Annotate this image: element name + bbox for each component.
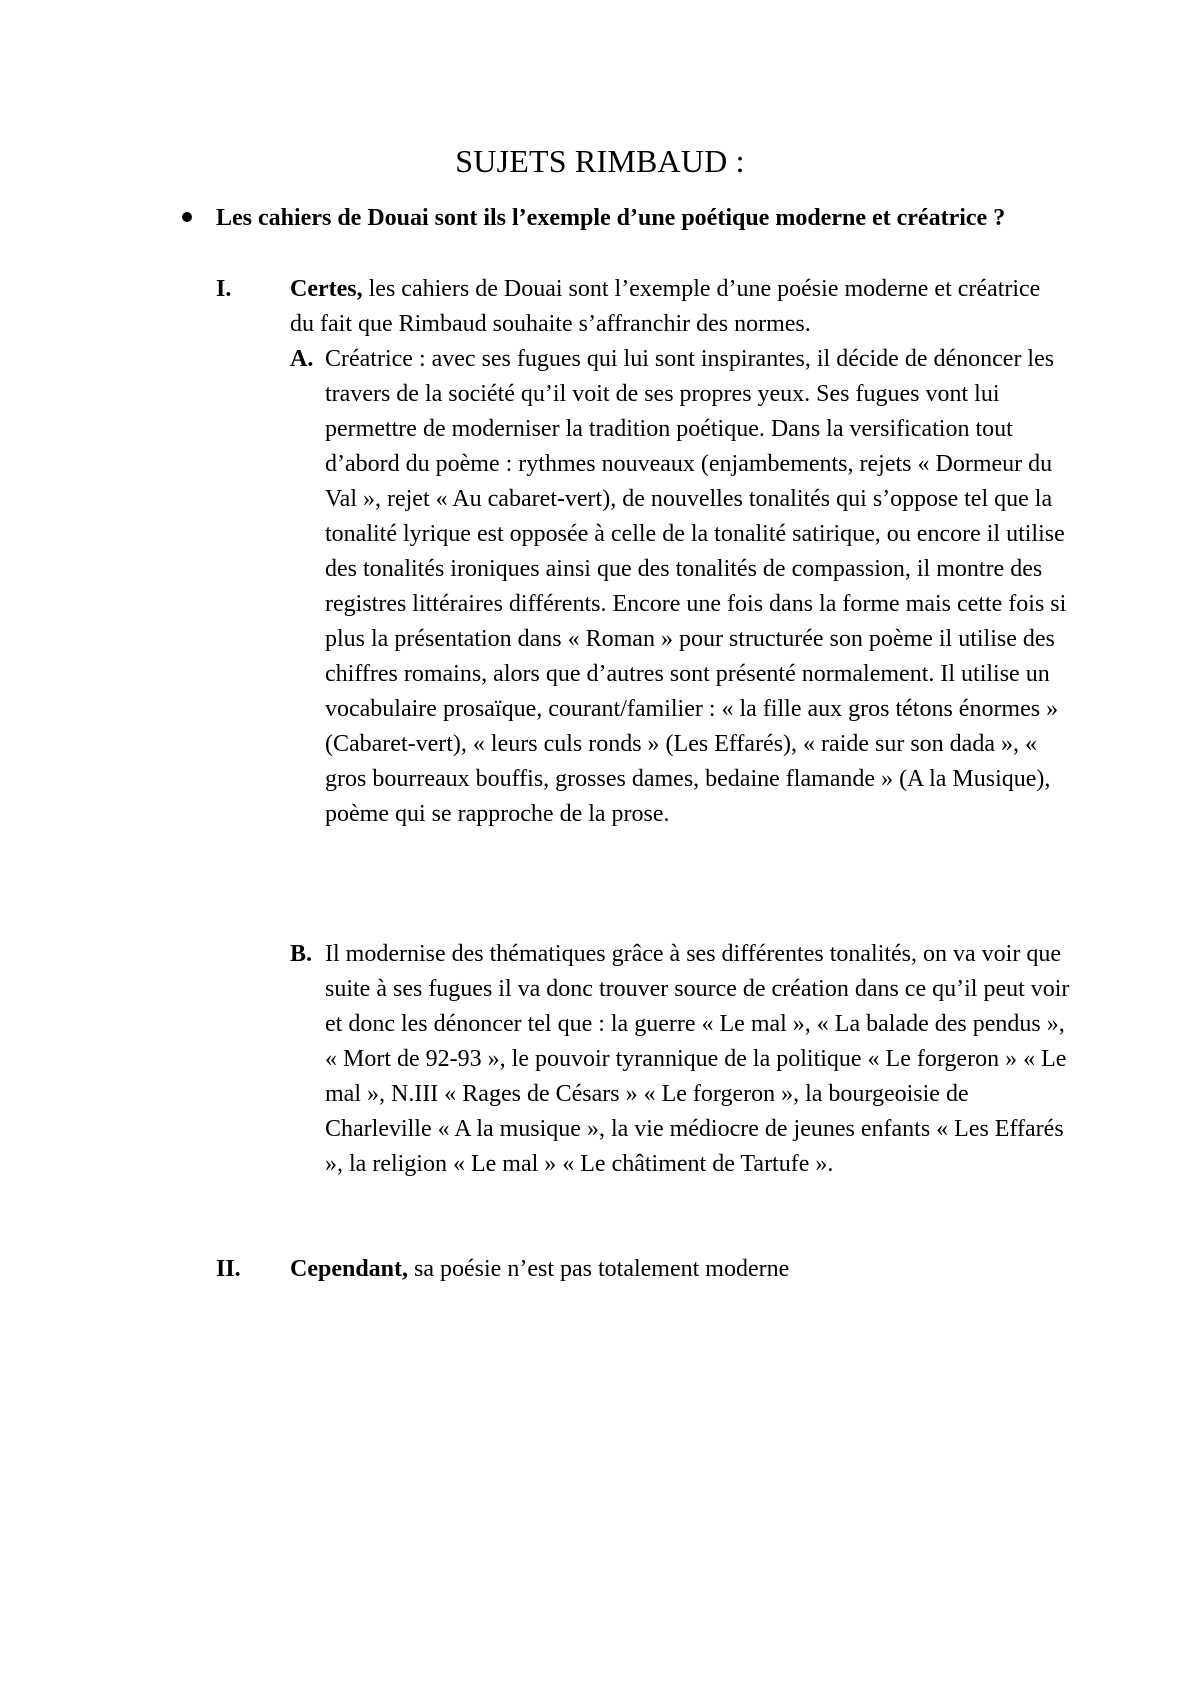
section-text xyxy=(290,1252,1070,1287)
subsection-letter: B. xyxy=(290,941,313,967)
section-numeral: II. xyxy=(216,1256,241,1282)
section-numeral: I. xyxy=(216,276,232,302)
section-lead: Certes, xyxy=(290,276,363,302)
page-title: SUJETS RIMBAUD : xyxy=(455,143,745,179)
essay-question: Les cahiers de Douai sont ils l’exemple d’une poétique moderne et créatrice ? xyxy=(216,205,1006,231)
subsection-letter: A. xyxy=(290,346,314,372)
section-body: les cahiers de Douai sont l’exemple d’une poésie moderne et créatrice du fait que Rimbaud souhaite s’affranchir des normes. xyxy=(290,276,1041,337)
subsection-text: Créatrice : avec ses fugues qui lui sont inspirantes, il décide de dénoncer les travers de la société qu’il voit de ses propres yeux. Ses fugues vont lui permettre de moderniser la tradition poétique. Dans la versification tout d’abord du poème : rythmes nouveaux (enjambements, rejets « Dormeur du Val », rejet « Au cabaret-vert), de nouvelles tonalités qui s’oppose tel que la tonalité lyrique est opposée à celle de la tonalité satirique, ou encore il utilise des tonalités ironiques ainsi que des tonalités de compassion, il montre des registres littéraires différents. Encore une fois dans la forme mais cette fois si plus la présentation dans « Roman » pour structurée son poème il utilise des chiffres romains, alors que d’autres sont présenté normalement. Il utilise un vocabulaire prosaïque, courant/familier : « la fille aux gros tétons énormes » (Cabaret-vert), « leurs culs ronds » (Les Effarés), « raide sur son dada », « gros bourreaux bouffis, grosses dames, bedaine flamande » (A la Musique), poème qui se rapproche de la prose. xyxy=(325,346,1067,827)
section-text xyxy=(290,272,1070,342)
subsection-text: Il modernise des thématiques grâce à ses différentes tonalités, on va voir que suite à ses fugues il va donc trouver source de création dans ce qu’il peut voir et donc les dénoncer tel que : la guerre « Le mal », « La balade des pendus », « Mort de 92-93 », le pouvoir tyrannique de la politique « Le forgeron » « Le mal », N.III « Rages de Césars » « Le forgeron », la bourgeoisie de Charleville « A la musique », la vie médiocre de jeunes enfants « Les Effarés », la religion « Le mal » « Le châtiment de Tartufe ». xyxy=(325,941,1070,1177)
bullet-icon xyxy=(182,212,192,222)
section-body: sa poésie n’est pas totalement moderne xyxy=(408,1256,790,1282)
section-lead: Cependant, xyxy=(290,1256,409,1282)
